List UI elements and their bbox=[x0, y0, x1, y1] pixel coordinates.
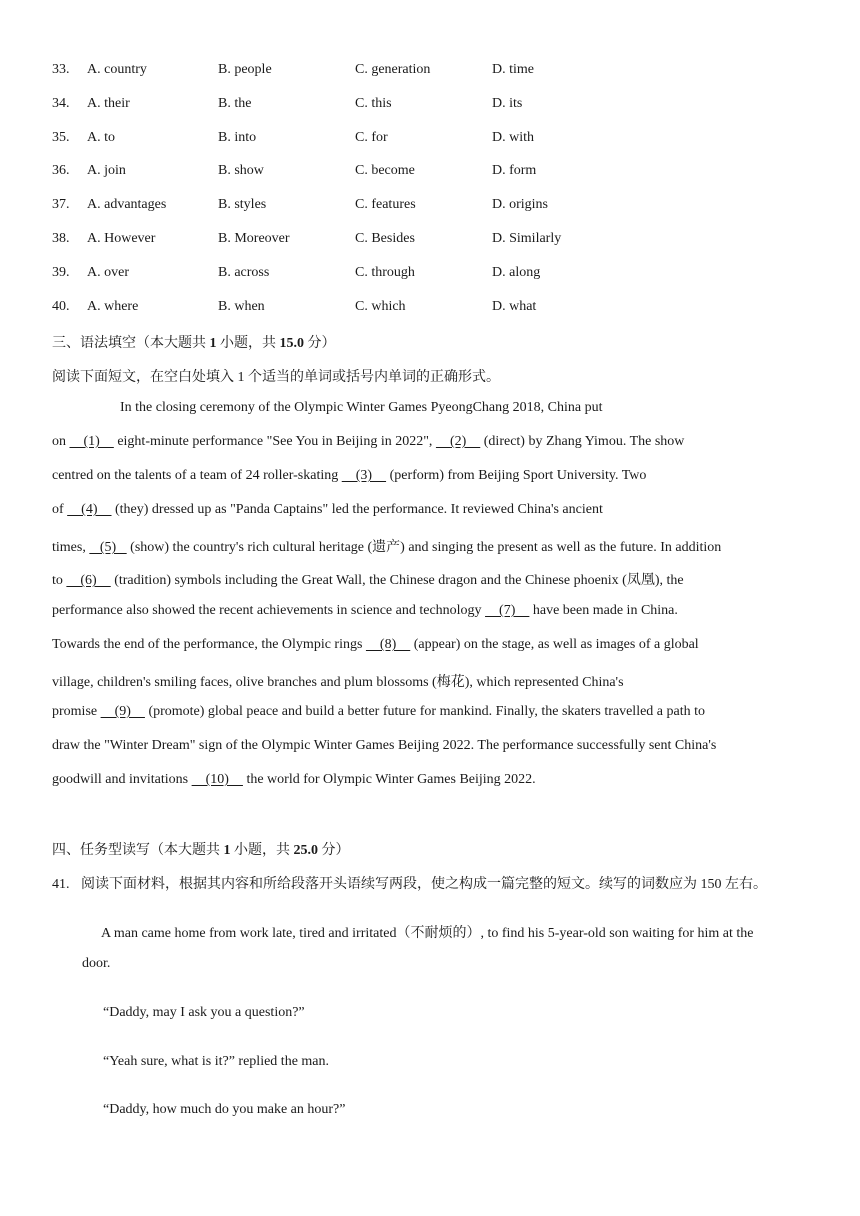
passage-line bbox=[52, 671, 624, 691]
passage-text: village, children's smiling faces, olive branches and plum blossoms (梅花), which represented China's bbox=[52, 675, 624, 690]
question-number: 39. bbox=[52, 264, 70, 280]
passage-text: promise bbox=[52, 704, 101, 719]
question-number: 33. bbox=[52, 62, 70, 77]
option-a: A. join bbox=[87, 163, 126, 179]
story-line-1: A man came home from work late, tired and irritated（不耐烦的）, to find his 5-year-old son waiting for him at the bbox=[101, 926, 754, 941]
passage-text: on bbox=[52, 434, 70, 449]
option-b: B. into bbox=[218, 129, 257, 145]
passage-line bbox=[120, 400, 602, 416]
blank-field[interactable]: (2) bbox=[435, 434, 481, 449]
option-row bbox=[52, 197, 752, 217]
option-c: C. for bbox=[355, 129, 388, 145]
option-d: D. time bbox=[492, 62, 534, 77]
section3-title-suffix: 分） bbox=[304, 336, 336, 351]
passage-text: (show) the country's rich cultural heritage (遗产) and singing the present as well as the future. In addition bbox=[126, 540, 722, 555]
blank-field[interactable]: (9) bbox=[100, 704, 145, 719]
passage-text: centred on the talents of a team of 24 roller-skating bbox=[52, 468, 342, 483]
option-c: C. which bbox=[355, 298, 406, 314]
section4-title bbox=[52, 839, 350, 859]
option-row bbox=[52, 96, 752, 116]
option-a: A. However bbox=[87, 231, 156, 246]
passage-line bbox=[52, 502, 603, 518]
option-row bbox=[52, 163, 752, 183]
passage-line bbox=[52, 738, 716, 754]
option-b: B. Moreover bbox=[218, 231, 290, 246]
option-c: C. become bbox=[355, 163, 415, 179]
passage-text: have been made in China. bbox=[529, 603, 678, 618]
passage-line bbox=[52, 434, 684, 450]
blank-field[interactable]: (8) bbox=[365, 637, 411, 652]
option-a: A. their bbox=[87, 95, 130, 111]
option-b: B. styles bbox=[218, 197, 267, 213]
option-c: C. through bbox=[355, 264, 415, 280]
option-c: C. this bbox=[355, 95, 392, 111]
question-number: 35. bbox=[52, 129, 70, 145]
option-d: D. its bbox=[492, 95, 523, 111]
option-b: B. the bbox=[218, 95, 252, 111]
option-row bbox=[52, 231, 752, 251]
option-a: A. to bbox=[87, 129, 115, 145]
question-number: 37. bbox=[52, 197, 70, 213]
option-d: D. origins bbox=[492, 197, 548, 213]
section4-title-score: 25.0 bbox=[293, 843, 318, 858]
passage-text: (tradition) symbols including the Great Wall, the Chinese dragon and the Chinese phoenix (凤凰), the bbox=[110, 573, 684, 588]
option-d: D. form bbox=[492, 163, 537, 179]
dialog-line-1: “Daddy, may I ask you a question?” bbox=[103, 1005, 305, 1020]
option-row bbox=[52, 62, 752, 82]
passage-line bbox=[52, 704, 705, 720]
section3-title-score: 15.0 bbox=[279, 336, 304, 351]
option-d: D. what bbox=[492, 298, 537, 314]
blank-field[interactable]: (4) bbox=[67, 502, 112, 517]
option-row bbox=[52, 265, 752, 285]
passage-text: (direct) by Zhang Yimou. The show bbox=[480, 434, 685, 449]
passage-line bbox=[52, 468, 646, 484]
passage-text: (perform) from Beijing Sport University. Two bbox=[386, 468, 647, 483]
option-b: B. when bbox=[218, 298, 265, 314]
dialog-line-2: “Yeah sure, what is it?” replied the man. bbox=[103, 1054, 330, 1069]
passage-text: (promote) global peace and build a better future for mankind. Finally, the skaters travelled a path to bbox=[144, 704, 706, 719]
question-number: 41. bbox=[52, 877, 70, 892]
option-a: A. advantages bbox=[87, 197, 167, 213]
blank-field[interactable]: (1) bbox=[69, 434, 114, 449]
section4-title-prefix: 四、任务型读写（本大题共 bbox=[52, 843, 224, 858]
question-41 bbox=[52, 873, 767, 893]
question-number: 36. bbox=[52, 163, 70, 179]
option-b: B. show bbox=[218, 163, 264, 179]
option-c: C. Besides bbox=[355, 231, 415, 246]
passage-text: times, bbox=[52, 540, 90, 555]
story-line-2: door. bbox=[82, 956, 111, 971]
option-d: D. with bbox=[492, 129, 534, 145]
section3-instruction: 阅读下面短文，在空白处填入 1 个适当的单词或括号内单词的正确形式。 bbox=[52, 370, 500, 385]
option-row bbox=[52, 299, 752, 319]
section3-title-mid: 小题，共 bbox=[216, 336, 280, 351]
blank-field[interactable]: (5) bbox=[89, 540, 127, 555]
passage-text: to bbox=[52, 573, 67, 588]
option-row bbox=[52, 130, 752, 150]
dialog-line-3: “Daddy, how much do you make an hour?” bbox=[103, 1102, 346, 1117]
question-number: 40. bbox=[52, 298, 70, 314]
option-d: D. Similarly bbox=[492, 231, 562, 246]
option-a: A. over bbox=[87, 264, 129, 280]
option-c: C. features bbox=[355, 197, 416, 213]
section3-title-prefix: 三、语法填空（本大题共 bbox=[52, 336, 210, 351]
passage-line bbox=[52, 772, 536, 788]
question-number: 34. bbox=[52, 95, 70, 111]
passage-text: the world for Olympic Winter Games Beijing 2022. bbox=[242, 772, 536, 787]
passage-text: goodwill and invitations bbox=[52, 772, 192, 787]
section4-title-suffix: 分） bbox=[318, 843, 350, 858]
option-a: A. where bbox=[87, 298, 139, 314]
blank-field[interactable]: (6) bbox=[66, 573, 111, 588]
section3-title bbox=[52, 332, 336, 352]
section4-title-count: 1 bbox=[223, 843, 231, 858]
passage-text: of bbox=[52, 502, 68, 517]
question-text: 阅读下面材料，根据其内容和所给段落开头语续写两段，使之构成一篇完整的短文。续写的词数应为 150 左右。 bbox=[81, 877, 767, 892]
passage-text: (they) dressed up as "Panda Captains" led the performance. It reviewed China's ancient bbox=[111, 502, 603, 517]
passage-line bbox=[52, 637, 699, 653]
option-b: B. people bbox=[218, 62, 272, 77]
blank-field[interactable]: (3) bbox=[341, 468, 387, 483]
passage-text: In the closing ceremony of the Olympic Winter Games PyeongChang 2018, China put bbox=[120, 400, 603, 415]
blank-field[interactable]: (10) bbox=[191, 772, 243, 787]
passage-line bbox=[52, 569, 684, 589]
passage-text: Towards the end of the performance, the Olympic rings bbox=[52, 637, 366, 652]
blank-field[interactable]: (7) bbox=[485, 603, 530, 618]
option-a: A. country bbox=[87, 62, 147, 77]
passage-text: eight-minute performance "See You in Beijing in 2022", bbox=[113, 434, 436, 449]
option-b: B. across bbox=[218, 264, 270, 280]
passage-text: (appear) on the stage, as well as images of a global bbox=[410, 637, 699, 652]
passage-line bbox=[52, 536, 721, 556]
section4-title-mid: 小题，共 bbox=[230, 843, 294, 858]
passage-text: performance also showed the recent achievements in science and technology bbox=[52, 603, 486, 618]
question-number: 38. bbox=[52, 231, 70, 246]
option-c: C. generation bbox=[355, 62, 431, 77]
section3-title-count: 1 bbox=[209, 336, 217, 351]
passage-line bbox=[52, 603, 678, 619]
passage-text: draw the "Winter Dream" sign of the Olympic Winter Games Beijing 2022. The performance successfully sent China's bbox=[52, 738, 717, 753]
option-d: D. along bbox=[492, 264, 541, 280]
